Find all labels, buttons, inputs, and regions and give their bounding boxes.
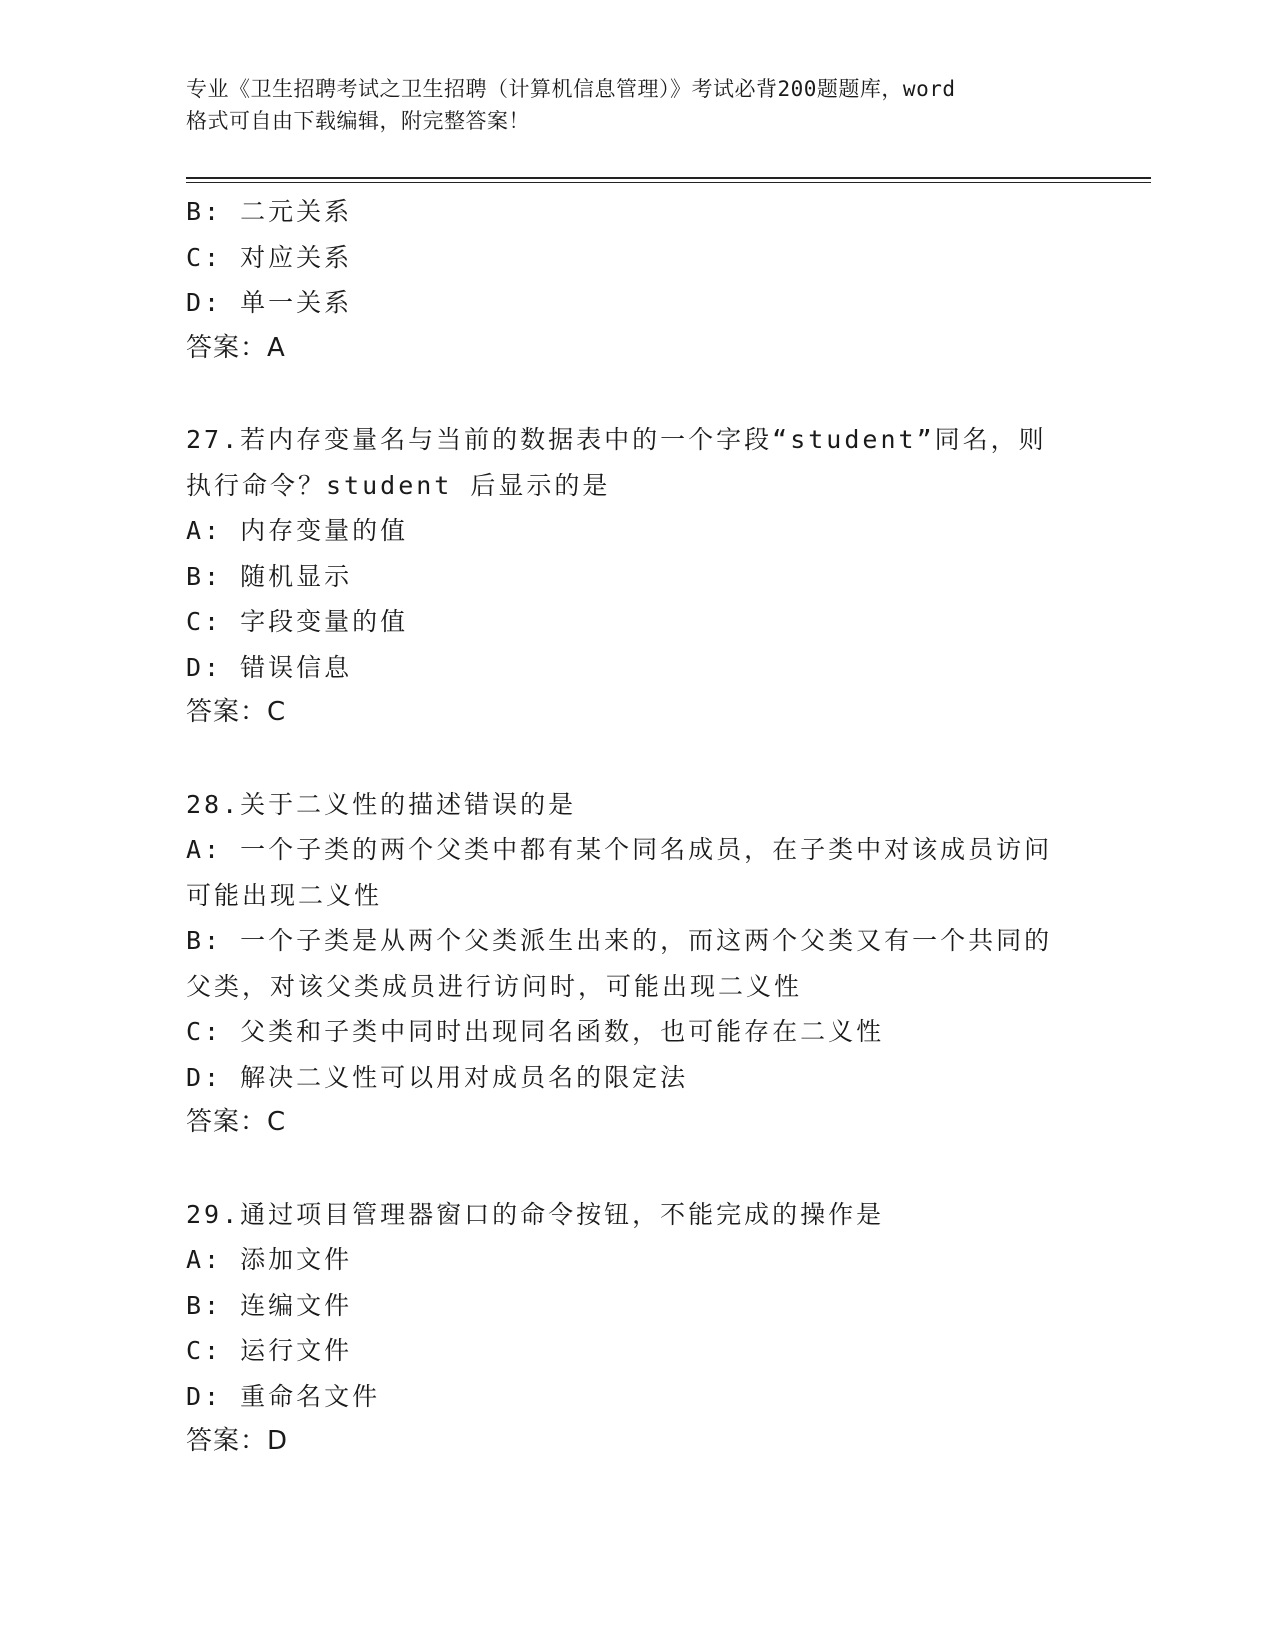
option-c: C: 对应关系 [186,242,353,272]
header-divider-thick [186,177,1151,179]
option-b-line-1: B: 一个子类是从两个父类派生出来的，而这两个父类又有一个共同的 [186,926,1053,955]
question-list [186,189,1086,1465]
header-line-1: 专业《卫生招聘考试之卫生招聘（计算机信息管理）》考试必背200题题库，word [186,77,956,101]
option-a: A: 内存变量的值 [186,516,409,545]
question-26-tail [186,189,1086,371]
option-d: D: 错误信息 [186,652,353,682]
header-line-2: 格式可自由下载编辑，附完整答案！ [186,109,530,133]
document-header [186,73,1086,137]
question-stem: 28.关于二义性的描述错误的是 [186,789,577,819]
option-b: B: 二元关系 [186,197,353,226]
question-28 [186,782,1086,1146]
option-b: B: 随机显示 [186,561,353,591]
answer-line: 答案：A [186,332,286,363]
option-a-line-1: A: 一个子类的两个父类中都有某个同名成员，在子类中对该成员访问 [186,835,1053,864]
question-stem: 29.通过项目管理器窗口的命令按钮，不能完成的操作是 [186,1199,885,1229]
option-a-line-2: 可能出现二义性 [186,880,383,910]
answer-line: 答案：C [186,697,287,727]
option-b: B: 连编文件 [186,1290,353,1320]
question-stem-line-1: 27.若内存变量名与当前的数据表中的一个字段“student”同名，则 [186,425,1047,454]
option-b-line-2: 父类，对该父类成员进行访问时，可能出现二义性 [186,971,803,1001]
question-27 [186,417,1086,736]
question-29 [186,1192,1086,1465]
option-d: D: 解决二义性可以用对成员名的限定法 [186,1062,689,1092]
option-d: D: 单一关系 [186,288,353,317]
option-d: D: 重命名文件 [186,1381,381,1411]
question-stem-line-2: 执行命令？student 后显示的是 [186,470,611,500]
header-divider-thin [186,182,1151,183]
option-a: A: 添加文件 [186,1245,353,1274]
answer-line: 答案：C [186,1107,287,1137]
answer-line: 答案：D [186,1426,289,1456]
option-c: C: 父类和子类中同时出现同名函数，也可能存在二义性 [186,1017,885,1046]
option-c: C: 运行文件 [186,1336,353,1365]
option-c: C: 字段变量的值 [186,607,409,636]
